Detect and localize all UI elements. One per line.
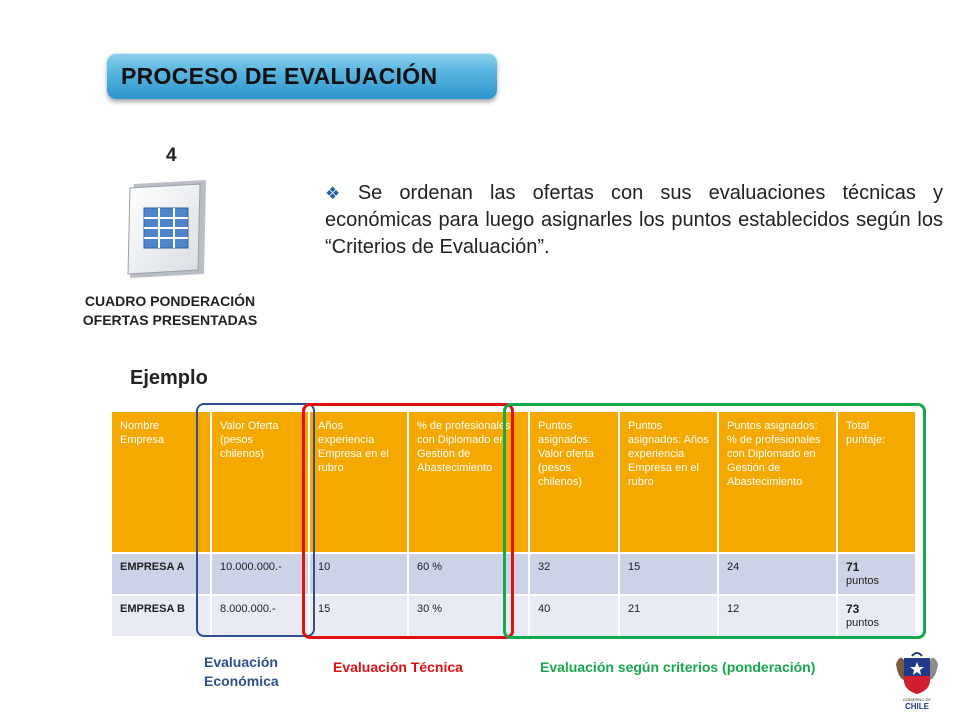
example-label: Ejemplo (130, 367, 208, 389)
table-row (112, 595, 916, 636)
cell-puntos-anos: 15 (619, 553, 718, 595)
cell-puntos-pct: 24 (718, 553, 837, 595)
spreadsheet-document-icon (124, 178, 210, 280)
table-header-row (112, 412, 916, 553)
cell-total (837, 553, 916, 595)
header-anos-experiencia: Años experiencia Empresa en el rubro (309, 412, 408, 553)
bullet-text: Se ordenan las ofertas con sus evaluaciones técnicas y económicas para luego asignarles los puntos establecidos según los “Criterios de Evaluación”. (325, 182, 943, 258)
technical-evaluation-label: Evaluación Técnica (333, 659, 463, 675)
header-puntos-anos: Puntos asignados: Años experiencia Empresa en el rubro (619, 412, 718, 553)
economic-label-line2: Económica (204, 673, 279, 689)
icon-caption-line1: CUADRO PONDERACIÓN (84, 293, 256, 309)
gobierno-de-chile-logo (892, 650, 942, 712)
logo-line1: GOBIERNO DE (902, 697, 932, 702)
cell-anos: 10 (309, 553, 408, 595)
cell-total (837, 595, 916, 636)
bullet-paragraph (325, 180, 943, 261)
cell-pct: 60 % (408, 553, 529, 595)
cell-empresa: EMPRESA B (112, 595, 211, 636)
weighting-evaluation-label: Evaluación según criterios (ponderación) (540, 659, 816, 675)
icon-caption-line2: OFERTAS PRESENTADAS (82, 312, 258, 328)
total-unit: puntos (846, 575, 880, 587)
header-puntos-valor: Puntos asignados: Valor oferta (pesos chilenos) (529, 412, 619, 553)
cell-puntos-pct: 12 (718, 595, 837, 636)
page-title: PROCESO DE EVALUACIÓN (121, 62, 438, 89)
evaluation-table (112, 412, 917, 636)
step-number: 4 (166, 145, 177, 166)
economic-evaluation-label (204, 653, 279, 691)
cell-empresa: EMPRESA A (112, 553, 211, 595)
cell-pct: 30 % (408, 595, 529, 636)
icon-caption (30, 292, 310, 330)
header-nombre-empresa: Nombre Empresa (112, 412, 211, 553)
cell-puntos-valor: 32 (529, 553, 619, 595)
cell-valor: 8.000.000.- (211, 595, 309, 636)
logo-line2: CHILE (905, 702, 929, 711)
table-row (112, 553, 916, 595)
header-puntos-pct: Puntos asignados: % de profesionales con Diplomado en Gestión de Abastecimiento (718, 412, 837, 553)
page-title-banner (107, 53, 497, 99)
cell-valor: 10.000.000.- (211, 553, 309, 595)
economic-label-line1: Evaluación (204, 654, 278, 670)
cell-puntos-anos: 21 (619, 595, 718, 636)
header-total: Total puntaje: (837, 412, 916, 553)
header-pct-profesionales: % de profesionales con Diplomado en Gestión de Abastecimiento (408, 412, 529, 553)
total-value: 73 (846, 602, 860, 616)
total-value: 71 (846, 560, 860, 574)
total-unit: puntos (846, 617, 880, 629)
cell-anos: 15 (309, 595, 408, 636)
header-valor-oferta: Valor Oferta (pesos chilenos) (211, 412, 309, 553)
diamond-bullet-icon: ❖ (325, 184, 352, 203)
cell-puntos-valor: 40 (529, 595, 619, 636)
